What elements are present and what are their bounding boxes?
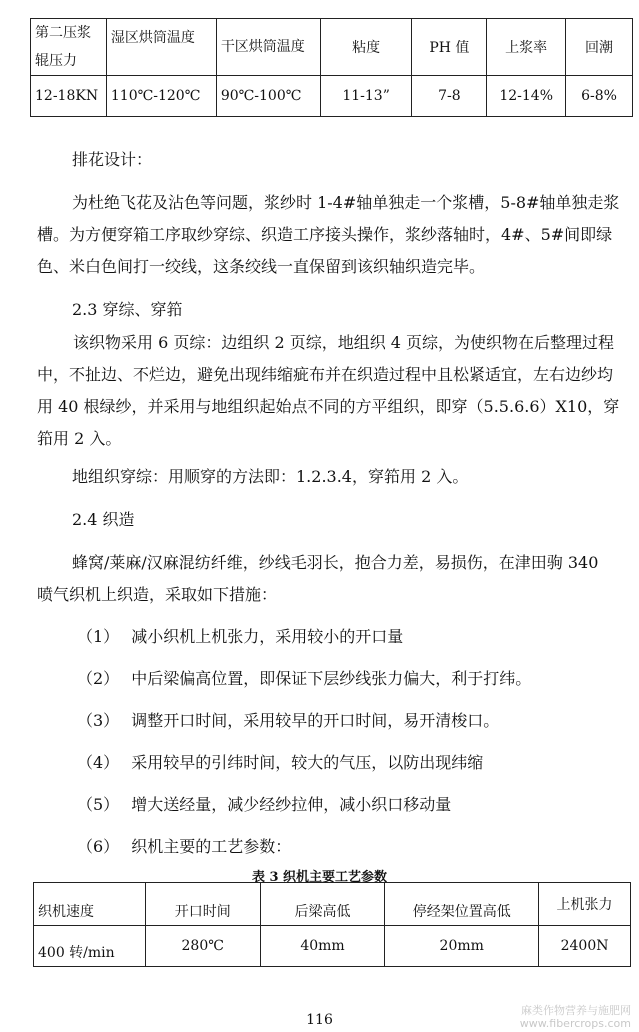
value-press-roller: 12-18KN bbox=[31, 76, 107, 117]
list-item bbox=[77, 837, 291, 857]
list-item bbox=[77, 711, 499, 731]
weaving-line-2: 喷气织机上织造，采取如下措施： bbox=[37, 585, 278, 604]
header-loom-tension: 上机张力 bbox=[539, 883, 631, 926]
value-wet-zone-temp: 110℃-120℃ bbox=[106, 76, 216, 117]
header-size-pickup: 上浆率 bbox=[487, 19, 566, 76]
heald-paragraph: 该织物采用 6 页综：边组织 2 页综，地组织 4 页综，为使织物在后整理过程中，不扯边、不烂边，避免出现纬缩疵布并在织造过程中且松紧适宜，左右边纱均用 40 根绿纱，并采用与地组织起始点不同的方平组织，即穿（5.5.6.6）X10，穿筘用 2 入。 bbox=[37, 333, 620, 448]
list-item-number: （1） bbox=[77, 627, 120, 646]
list-item bbox=[77, 669, 531, 689]
list-item-number: （2） bbox=[77, 669, 120, 688]
value-ph: 7-8 bbox=[412, 76, 487, 117]
watermark-line-2: www.fibercrops.com bbox=[519, 1017, 631, 1030]
page-number: 116 bbox=[306, 1012, 333, 1028]
header-ph: PH 值 bbox=[412, 19, 487, 76]
watermark bbox=[520, 1004, 631, 1030]
value-viscosity: 11-13” bbox=[320, 76, 412, 117]
list-item bbox=[77, 795, 451, 815]
watermark-line-1: 麻类作物营养与施肥网 bbox=[521, 1004, 631, 1017]
value-dry-zone-temp: 90℃-100℃ bbox=[216, 76, 320, 117]
header-wet-zone-temp: 湿区烘筒温度 bbox=[106, 19, 216, 76]
header-viscosity: 粘度 bbox=[320, 19, 412, 76]
header-moisture-regain: 回潮 bbox=[566, 19, 633, 76]
header-shed-timing: 开口时间 bbox=[145, 883, 260, 926]
value-loom-speed: 400 转/min bbox=[34, 926, 146, 967]
value-shed-timing: 280℃ bbox=[145, 926, 260, 967]
value-moisture-regain: 6-8% bbox=[566, 76, 633, 117]
section-heading-2-4: 2.4 织造 bbox=[72, 510, 135, 529]
header-back-rest-height: 后梁高低 bbox=[260, 883, 385, 926]
value-back-rest-height: 40mm bbox=[260, 926, 385, 967]
list-item-text: 减小织机上机张力，采用较小的开口量 bbox=[131, 627, 404, 646]
pattern-line-3: 色、米白色间打一绞线，这条绞线一直保留到该织轴织造完毕。 bbox=[37, 257, 486, 276]
list-item-number: （3） bbox=[77, 711, 120, 730]
ground-weave-line: 地组织穿综：用顺穿的方法即：1.2.3.4，穿筘用 2 入。 bbox=[72, 467, 469, 486]
header-loom-speed: 织机速度 bbox=[34, 883, 146, 926]
table-3-caption: 表 3 织机主要工艺参数 bbox=[251, 870, 388, 885]
pattern-heading: 排花设计： bbox=[72, 150, 153, 169]
loom-parameters-table bbox=[33, 882, 631, 967]
value-size-pickup: 12-14% bbox=[487, 76, 566, 117]
pattern-line-1: 为杜绝飞花及沾色等问题，浆纱时 1-4#轴单独走一个浆槽，5-8#轴单独走浆 bbox=[72, 193, 620, 212]
list-item bbox=[77, 753, 483, 773]
list-item-text: 采用较早的引纬时间，较大的气压，以防出现纬缩 bbox=[131, 753, 484, 772]
list-item-text: 调整开口时间，采用较早的开口时间，易开清梭口。 bbox=[131, 711, 500, 730]
list-item-text: 织机主要的工艺参数： bbox=[131, 837, 292, 856]
sizing-parameters-table bbox=[30, 18, 633, 117]
list-item-number: （5） bbox=[77, 795, 120, 814]
value-dropper-position: 20mm bbox=[385, 926, 539, 967]
pattern-line-2: 槽。为方便穿箱工序取纱穿综、织造工序接头操作，浆纱落轴时，4#、5#间即绿 bbox=[37, 225, 613, 244]
list-item-number: （4） bbox=[77, 753, 120, 772]
value-loom-tension: 2400N bbox=[539, 926, 631, 967]
list-item-number: （6） bbox=[77, 837, 120, 856]
weaving-line-1: 蜂窝/莱麻/汉麻混纺纤维，纱线毛羽长，抱合力差，易损伤，在津田驹 340 bbox=[72, 553, 599, 572]
header-press-roller: 第二压浆辊压力 bbox=[31, 19, 107, 76]
header-dropper-position: 停经架位置高低 bbox=[385, 883, 539, 926]
section-heading-2-3: 2.3 穿综、穿筘 bbox=[72, 300, 183, 319]
list-item-text: 中后梁偏高位置，即保证下层纱线张力偏大，利于打纬。 bbox=[131, 669, 532, 688]
list-item bbox=[77, 627, 403, 647]
list-item-text: 增大送经量，减少经纱拉伸，减小织口移动量 bbox=[131, 795, 452, 814]
header-dry-zone-temp: 干区烘筒温度 bbox=[216, 19, 320, 76]
